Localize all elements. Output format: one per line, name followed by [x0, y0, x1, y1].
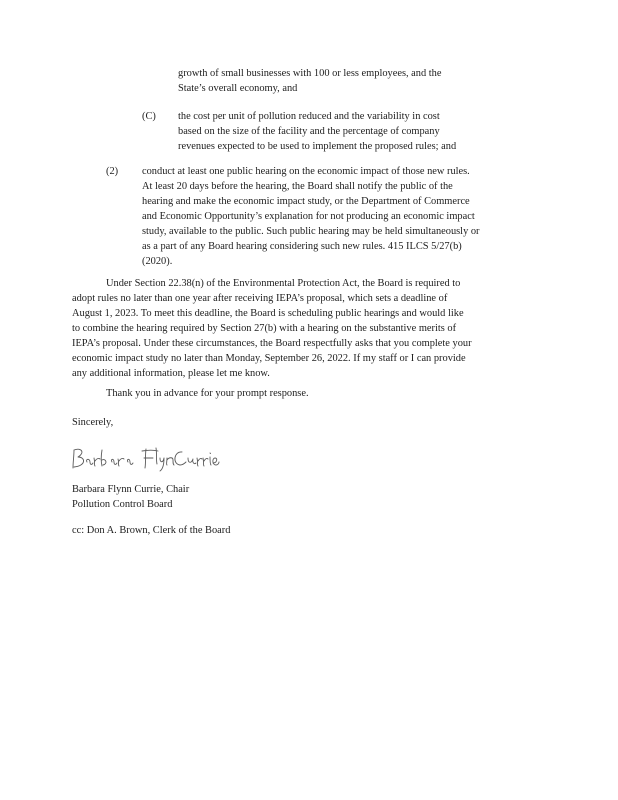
text-line: conduct at least one public hearing on the economic impact of those new rules. — [142, 166, 470, 177]
signer-organization: Pollution Control Board — [72, 499, 173, 510]
text-line: Under Section 22.38(n) of the Environmental Protection Act, the Board is required to — [106, 278, 461, 289]
item-2-text — [142, 164, 480, 269]
item-2-marker: (2) — [106, 166, 119, 177]
text-line: study, available to the public. Such public hearing may be held simultaneously or — [142, 226, 480, 237]
text-line: State’s overall economy, and — [178, 83, 298, 94]
text-line: and Economic Opportunity’s explanation for not producing an economic impact — [142, 211, 475, 222]
signature-image — [70, 444, 220, 472]
text-line: economic impact study no later than Monday, September 26, 2022. If my staff or I can provide — [72, 353, 466, 364]
item-c-text — [178, 109, 456, 154]
cc-line: cc: Don A. Brown, Clerk of the Board — [72, 525, 231, 536]
thanks-line: Thank you in advance for your prompt response. — [106, 388, 309, 399]
text-line: August 1, 2023. To meet this deadline, the Board is scheduling public hearings and would like — [72, 308, 464, 319]
item-c-marker: (C) — [142, 111, 156, 122]
text-line: hearing and make the economic impact study, or the Department of Commerce — [142, 196, 470, 207]
text-line: adopt rules no later than one year after receiving IEPA’s proposal, which sets a deadline of — [72, 293, 448, 304]
text-line: (2020). — [142, 256, 173, 267]
text-line: as a part of any Board hearing considering such new rules. 415 ILCS 5/27(b) — [142, 241, 462, 252]
closing: Sincerely, — [72, 417, 114, 428]
text-line: At least 20 days before the hearing, the Board shall notify the public of the — [142, 181, 453, 192]
text-line: IEPA’s proposal. Under these circumstances, the Board respectfully asks that you complete your — [72, 338, 472, 349]
text-line: to combine the hearing required by Section 27(b) with a hearing on the substantive merits of — [72, 323, 457, 334]
text-line: growth of small businesses with 100 or less employees, and the — [178, 68, 442, 79]
text-line: revenues expected to be used to implement the proposed rules; and — [178, 141, 457, 152]
text-line: any additional information, please let me know. — [72, 368, 270, 379]
signer-name: Barbara Flynn Currie, Chair — [72, 484, 190, 495]
body-paragraph — [72, 276, 472, 381]
item-b-continuation — [178, 66, 441, 96]
text-line: the cost per unit of pollution reduced and the variability in cost — [178, 111, 440, 122]
text-line: based on the size of the facility and the percentage of company — [178, 126, 440, 137]
